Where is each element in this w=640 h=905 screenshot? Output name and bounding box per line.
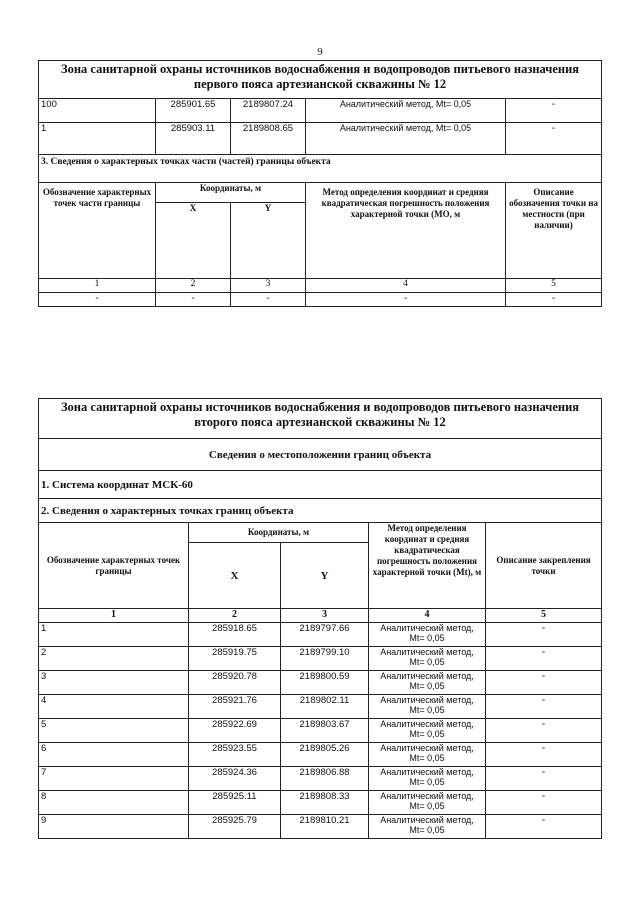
method-accuracy: Mt= 0,05 [409, 777, 445, 787]
description-cell: - [486, 791, 602, 815]
coord-y: 2189803.67 [281, 719, 369, 743]
point-id: 5 [39, 719, 189, 743]
y-header: Y [231, 203, 306, 279]
coord-x: 285901.65 [156, 99, 231, 123]
method-cell [369, 647, 486, 671]
table-row [39, 743, 602, 767]
description-cell: - [486, 743, 602, 767]
table-row [39, 695, 602, 719]
method-line: Аналитический метод, [380, 647, 474, 657]
zone1-table [38, 60, 602, 307]
method-accuracy: Mt= 0,05 [409, 825, 445, 835]
method-cell [369, 671, 486, 695]
method-cell [369, 791, 486, 815]
description-cell: - [486, 719, 602, 743]
table-row [39, 293, 602, 307]
method-header: Метод определения координат и средняя квадратическая погрешность положения характерной точки (Mt), м [369, 523, 486, 609]
description-cell: - [486, 695, 602, 719]
method-line: Аналитический метод, [380, 671, 474, 681]
point-id: 100 [39, 99, 156, 123]
point-id: 1 [39, 123, 156, 155]
table-row [39, 99, 602, 123]
method-line: Аналитический метод, [380, 695, 474, 705]
col-number: 1 [39, 279, 156, 293]
coord-x: 285920.78 [189, 671, 281, 695]
table-row [39, 623, 602, 647]
coord-y: 2189807.24 [231, 99, 306, 123]
coord-x: 285921.76 [189, 695, 281, 719]
method-line: Аналитический метод, [380, 623, 474, 633]
description-cell: - [486, 623, 602, 647]
col-number: 4 [369, 609, 486, 623]
coord-y: 2189808.65 [231, 123, 306, 155]
col-number: 5 [506, 279, 602, 293]
point-id: 6 [39, 743, 189, 767]
coords-header: Координаты, м [189, 523, 369, 543]
empty-cell: - [231, 293, 306, 307]
description-cell: - [486, 647, 602, 671]
point-id: 7 [39, 767, 189, 791]
col-number: 2 [156, 279, 231, 293]
coord-x: 285922.69 [189, 719, 281, 743]
method-line: Аналитический метод, [380, 815, 474, 825]
method-accuracy: Mt= 0,05 [409, 633, 445, 643]
table-row [39, 815, 602, 839]
point-id: 9 [39, 815, 189, 839]
table-row [39, 791, 602, 815]
designation-header: Обозначение характерных точек части границы [39, 183, 156, 279]
coord-x: 285919.75 [189, 647, 281, 671]
method-cell: Аналитический метод, Mt= 0,05 [306, 123, 506, 155]
zone1-title: Зона санитарной охраны источников водоснабжения и водопроводов питьевого назначения первого пояса артезианской скважины № 12 [39, 61, 602, 99]
designation-header: Обозначение характерных точек границы [39, 523, 189, 609]
empty-cell: - [506, 293, 602, 307]
col-number: 2 [189, 609, 281, 623]
description-header: Описание обозначения точки на местности (при наличии) [506, 183, 602, 279]
empty-cell: - [306, 293, 506, 307]
point-id: 1 [39, 623, 189, 647]
empty-cell: - [39, 293, 156, 307]
coord-y: 2189802.11 [281, 695, 369, 719]
method-accuracy: Mt= 0,05 [409, 801, 445, 811]
method-cell [369, 719, 486, 743]
table-row [39, 671, 602, 695]
table-row [39, 767, 602, 791]
coord-x: 285924.36 [189, 767, 281, 791]
method-cell [369, 815, 486, 839]
table-row [39, 647, 602, 671]
page-number: 9 [317, 46, 323, 58]
section2-heading: 2. Сведения о характерных точках границ объекта [39, 499, 602, 523]
coord-x: 285918.65 [189, 623, 281, 647]
table-row [39, 719, 602, 743]
point-id: 2 [39, 647, 189, 671]
point-id: 3 [39, 671, 189, 695]
y-header: Y [281, 543, 369, 609]
description-cell: - [506, 99, 602, 123]
description-header: Описание закрепления точки [486, 523, 602, 609]
zone2-table [38, 398, 602, 839]
zone2-title: Зона санитарной охраны источников водоснабжения и водопроводов питьевого назначения второго пояса артезианской скважины № 12 [39, 399, 602, 439]
col-number: 5 [486, 609, 602, 623]
location-subtitle: Сведения о местоположении границ объекта [39, 439, 602, 471]
coord-y: 2189800.59 [281, 671, 369, 695]
method-accuracy: Mt= 0,05 [409, 705, 445, 715]
description-cell: - [486, 671, 602, 695]
coord-x: 285925.79 [189, 815, 281, 839]
point-id: 4 [39, 695, 189, 719]
coord-y: 2189806.88 [281, 767, 369, 791]
col-number: 3 [281, 609, 369, 623]
method-line: Аналитический метод, [380, 767, 474, 777]
coords-header: Координаты, м [156, 183, 306, 203]
method-line: Аналитический метод, [380, 791, 474, 801]
description-cell: - [486, 767, 602, 791]
method-cell [369, 743, 486, 767]
method-accuracy: Mt= 0,05 [409, 657, 445, 667]
x-header: X [156, 203, 231, 279]
method-line: Аналитический метод, [380, 719, 474, 729]
method-line: Аналитический метод, [380, 743, 474, 753]
description-cell: - [506, 123, 602, 155]
coord-y: 2189808.33 [281, 791, 369, 815]
coord-y: 2189797.66 [281, 623, 369, 647]
method-cell [369, 695, 486, 719]
method-cell [369, 767, 486, 791]
coord-y: 2189799.10 [281, 647, 369, 671]
section1-heading: 1. Система координат МСК-60 [39, 471, 602, 499]
col-number: 1 [39, 609, 189, 623]
description-cell: - [486, 815, 602, 839]
method-accuracy: Mt= 0,05 [409, 729, 445, 739]
x-header: X [189, 543, 281, 609]
col-number: 3 [231, 279, 306, 293]
coord-x: 285923.55 [189, 743, 281, 767]
section3-heading: 3. Сведения о характерных точках части (частей) границы объекта [39, 155, 602, 183]
col-number: 4 [306, 279, 506, 293]
coord-x: 285903.11 [156, 123, 231, 155]
empty-cell: - [156, 293, 231, 307]
method-accuracy: Mt= 0,05 [409, 753, 445, 763]
table-row [39, 123, 602, 155]
coord-y: 2189810.21 [281, 815, 369, 839]
coord-x: 285925.11 [189, 791, 281, 815]
method-header: Метод определения координат и средняя квадратическая погрешность положения характерной точки (МО, м [306, 183, 506, 279]
method-accuracy: Mt= 0,05 [409, 681, 445, 691]
method-cell: Аналитический метод, Mt= 0,05 [306, 99, 506, 123]
coord-y: 2189805.26 [281, 743, 369, 767]
method-cell [369, 623, 486, 647]
point-id: 8 [39, 791, 189, 815]
